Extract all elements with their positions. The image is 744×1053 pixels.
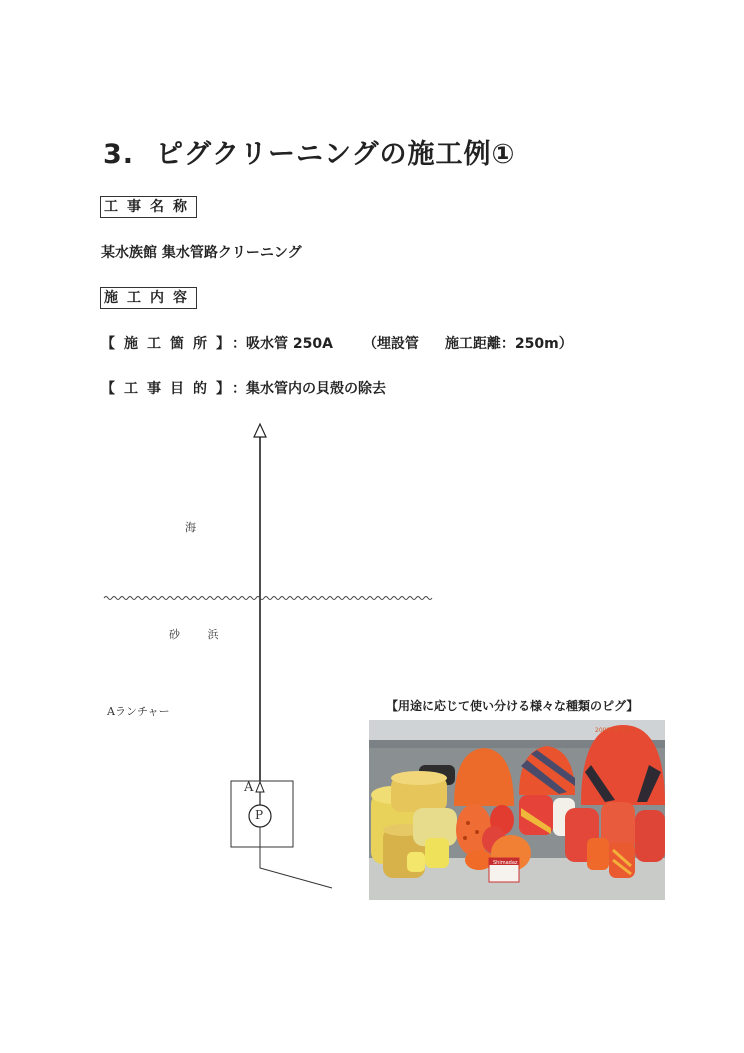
photo-caption: 【用途に応じて使い分ける様々な種類のピグ】 bbox=[386, 699, 639, 713]
purpose-label: 【工事目的】 bbox=[101, 381, 232, 397]
location-line bbox=[101, 333, 573, 353]
purpose-value: ：集水管内の貝殻の除去 bbox=[232, 381, 386, 397]
work-content-heading: 施工内容 bbox=[100, 287, 197, 309]
flow-arrow-launcher-icon bbox=[256, 782, 264, 792]
section-number: 3. bbox=[103, 139, 135, 170]
location-label: 【施工箇所】 bbox=[101, 336, 232, 352]
pig-photo bbox=[369, 720, 665, 900]
project-name-value: 某水族館 集水管路クリーニング bbox=[101, 245, 302, 261]
outlet-pipe-line bbox=[260, 827, 332, 888]
box-label: Shimadaz bbox=[493, 860, 518, 866]
section-title: ピグクリーニングの施工例① bbox=[156, 139, 516, 170]
shoreline-wave bbox=[104, 597, 432, 600]
project-name-heading: 工事名称 bbox=[100, 196, 197, 218]
sea-label: 海 bbox=[185, 521, 196, 534]
pump-mark: P bbox=[255, 808, 264, 822]
location-pipe: ：吸水管 250A bbox=[232, 336, 333, 352]
purpose-line bbox=[101, 378, 386, 398]
photo-date-stamp: 2009.10.10 bbox=[595, 727, 630, 734]
launcher-mark: A bbox=[244, 780, 254, 795]
location-distance: 施工距離：250m） bbox=[444, 336, 573, 352]
launcher-label: Aランチャー bbox=[107, 705, 170, 718]
location-note: （埋設管 bbox=[362, 336, 419, 352]
beach-label: 砂 浜 bbox=[169, 628, 231, 641]
page-title bbox=[103, 132, 515, 171]
flow-arrow-top-icon bbox=[254, 424, 266, 437]
